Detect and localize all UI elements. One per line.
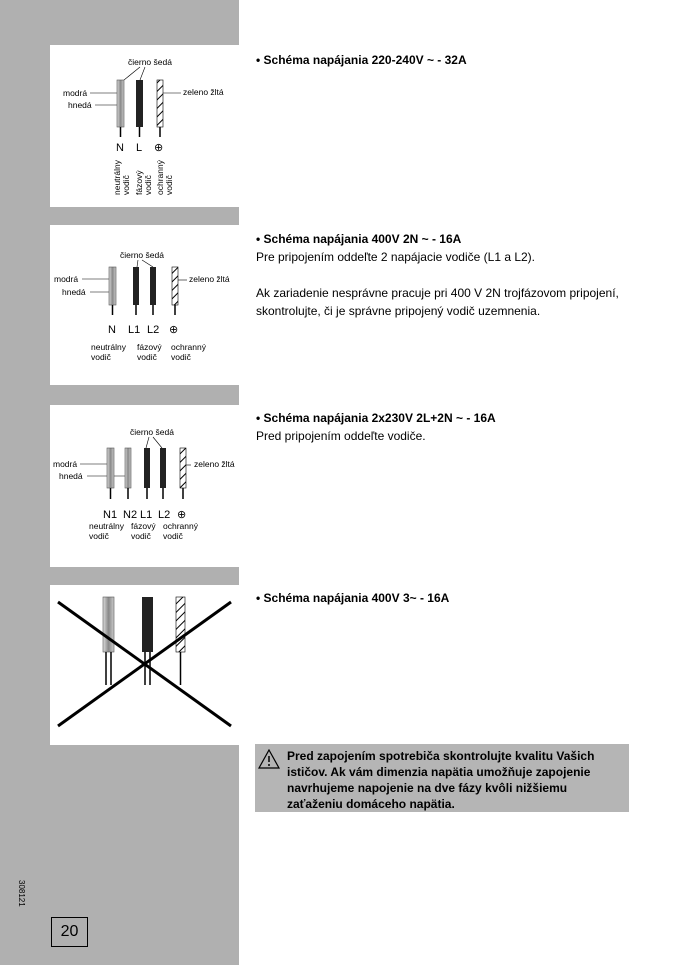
- label-black-grey: čierno šedá: [128, 57, 172, 67]
- wire-black: [144, 448, 150, 488]
- label-phase: fázový: [137, 342, 162, 352]
- wiring-diagram-2: [50, 225, 239, 385]
- label-protective-2: vodič: [163, 531, 183, 541]
- label-protective-2: vodič: [164, 175, 174, 195]
- wiring-diagram-1: [50, 45, 239, 207]
- label-phase-2: vodič: [143, 175, 153, 195]
- label-black-grey: čierno šedá: [120, 250, 164, 260]
- warning-triangle-icon: [258, 749, 280, 769]
- label-protective: ochranný: [163, 521, 198, 531]
- wire-grey: [103, 597, 114, 652]
- label-blue: modrá: [54, 274, 79, 284]
- label-phase-2: vodič: [137, 352, 157, 362]
- wire-black: [133, 267, 139, 305]
- ground-symbol-icon: ⊕: [154, 142, 164, 154]
- wire-black: [142, 597, 153, 652]
- warning-box: [255, 744, 629, 812]
- terminal-n: N: [116, 142, 124, 154]
- terminal-n1: N1: [103, 509, 118, 521]
- label-blue: modrá: [53, 459, 78, 469]
- section-title: • Schéma napájania 2x230V 2L+2N ~ - 16A: [256, 411, 496, 425]
- label-phase: fázový: [131, 521, 156, 531]
- terminal-l1: L1: [128, 324, 141, 336]
- label-blue: modrá: [63, 88, 88, 98]
- wiring-diagram-3: [50, 405, 239, 567]
- section-text: Pred pripojením oddeľte vodiče.: [256, 429, 426, 443]
- label-protective: ochranný: [155, 160, 165, 195]
- wire-grey: [160, 448, 166, 488]
- wire-green-yellow: [172, 267, 178, 305]
- label-phase: fázový: [134, 170, 144, 195]
- wire-blue-2: [125, 448, 131, 488]
- label-phase-2: vodič: [131, 531, 151, 541]
- terminal-l1: L1: [140, 509, 153, 521]
- label-neutral-2: vodič: [91, 352, 111, 362]
- label-protective-2: vodič: [171, 352, 191, 362]
- label-black-grey: čierno šedá: [130, 427, 174, 437]
- label-brown: hnedá: [68, 100, 92, 110]
- wire-blue: [109, 267, 116, 305]
- document-code: 308121: [17, 880, 26, 907]
- section-spacer: [256, 266, 656, 284]
- wire-grey: [150, 267, 156, 305]
- label-neutral: neutrálny: [112, 160, 122, 195]
- label-neutral: neutrálny: [91, 342, 126, 352]
- wire-green-yellow: [180, 448, 186, 488]
- section-400v-2n: [256, 230, 656, 320]
- ground-symbol-icon: ⊕: [177, 509, 187, 521]
- wiring-diagram-4-crossed: [50, 585, 239, 745]
- terminal-l2: L2: [158, 509, 171, 521]
- wire-green-yellow: [157, 80, 163, 127]
- label-brown: hnedá: [62, 287, 86, 297]
- label-green-yellow: zeleno žltá: [183, 87, 224, 97]
- section-title: • Schéma napájania 400V 2N ~ - 16A: [256, 232, 462, 246]
- label-neutral-2: vodič: [121, 175, 131, 195]
- section-400v-3: [256, 589, 656, 607]
- label-brown: hnedá: [59, 471, 83, 481]
- warning-text: Pred zapojením spotrebiča skontrolujte kvalitu Vašich ističov. Ak vám dimenzia napätia umožňuje zapojenie navrhujeme napojenie na dve fázy kvôli nižšiemu zaťaženiu domáceho napätia.: [287, 749, 595, 811]
- section-2x230v: [256, 409, 656, 445]
- wire-green-yellow: [176, 597, 185, 652]
- section-title: • Schéma napájania 220-240V ~ - 32A: [256, 53, 467, 67]
- label-green-yellow: zeleno žltá: [189, 274, 230, 284]
- section-title: • Schéma napájania 400V 3~ - 16A: [256, 591, 450, 605]
- wire-black: [136, 80, 143, 127]
- section-220-240v: [256, 51, 656, 69]
- wire-blue-1: [107, 448, 114, 488]
- label-protective: ochranný: [171, 342, 206, 352]
- terminal-n: N: [108, 324, 116, 336]
- wire-blue: [117, 80, 124, 127]
- label-neutral-2: vodič: [89, 531, 109, 541]
- terminal-n2: N2: [123, 509, 138, 521]
- page-number: 20: [51, 917, 88, 947]
- section-text: Ak zariadenie nesprávne pracuje pri 400 V 2N trojfázovom pripojení, skontrolujte, či je správne pripojený vodič uzemnenia.: [256, 286, 619, 318]
- terminal-l: L: [136, 142, 143, 154]
- label-green-yellow: zeleno žltá: [194, 459, 235, 469]
- terminal-l2: L2: [147, 324, 160, 336]
- label-neutral: neutrálny: [89, 521, 124, 531]
- section-text: Pre pripojením oddeľte 2 napájacie vodiče (L1 a L2).: [256, 250, 536, 264]
- ground-symbol-icon: ⊕: [169, 324, 179, 336]
